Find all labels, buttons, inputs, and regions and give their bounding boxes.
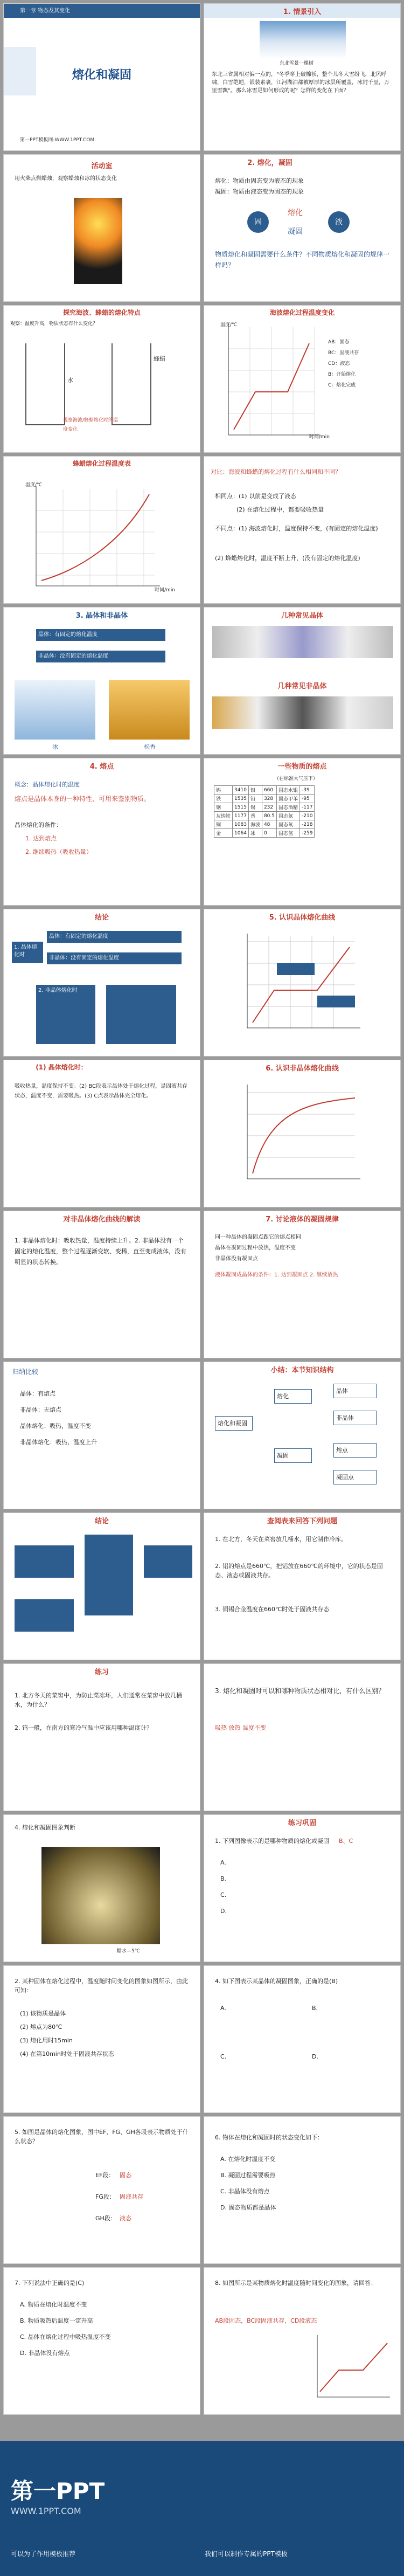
slide-11[interactable] [3,758,200,906]
slide-10[interactable] [204,607,401,755]
slide-text: 用火柴点燃蜡烛，观察蜡烛和冰的状态变化 [15,176,117,182]
x-axis-label: 时间/min [155,588,176,593]
water-label: 水 [67,377,73,384]
slide-1[interactable] [3,3,200,151]
slide-note: 观察：温度升高，物质状态有什么变化？ [10,321,98,327]
slide-32[interactable] [204,2267,401,2415]
slide-heading: 7. 讨论液体的凝固规律 [266,1216,339,1224]
noncrystal-melting-chart [236,1082,366,1190]
question: 8. 如图所示是某物质熔化时温度随时间变化的图象，请回答： [215,2280,377,2287]
segment-gh: GH段： [95,2215,116,2222]
row-4: 非晶体熔化：吸热，温度上升 [20,1439,97,1446]
question-text: 物质熔化和凝固需要什么条件？不同物质熔化和凝固的规律一样吗？ [215,251,390,269]
slide-3[interactable] [3,154,200,302]
question-2: 2. 铝的熔点是660℃，把铝放在660℃的环境中，它的状态是固态、液态或固液共存。 [215,1563,383,1579]
rosin-image [109,680,190,740]
conclusion-3 [106,985,176,1044]
question: 6. 物体在熔化和凝固时的状态变化如下： [215,2134,323,2141]
legend-4: B：开始熔化 [328,372,356,377]
option-1: (1) 该物质是晶体 [20,2010,66,2017]
slide-heading: 3. 晶体和非晶体 [75,612,128,620]
chart-title: 海波熔化过程温度变化 [269,309,335,316]
solid-circle: 固 [247,211,269,233]
question-1: 1. 北方冬天的菜窖中，为防止菜冻坏，人们通常在菜窖中放几桶水，为什么？ [15,1692,182,1708]
slide-20[interactable] [204,1362,401,1509]
option-c: C. [220,2053,227,2060]
slide-18[interactable] [204,1211,401,1358]
slide-heading: 4. 熔化和凝固图象判断 [15,1824,75,1831]
answer: B、C [339,1838,353,1845]
node-melt: 熔化 [274,1389,312,1404]
question: 4. 如下图表示某晶体的凝固图象，正确的是(B) [215,1978,338,1985]
apparatus-left [25,343,65,425]
slide-4[interactable] [204,154,401,302]
wax-label: 蜂蜡 [154,355,165,362]
diff-point-2: 不同点：(1) 海波熔化时，温度保持不变，(有固定的熔化温度) [215,525,378,532]
slide-9[interactable] [3,607,200,755]
slide-30[interactable] [204,2116,401,2264]
melt-definition: 熔化：物质由固态变为液态的现象 [215,177,304,184]
ice-caption: 冰 [52,743,58,750]
characteristic: 熔点是晶体本身的一种特性，可用来鉴别物质。 [15,795,151,803]
diff-point-3: (2) 蜂蜡熔化时，温度不断上升，(没有固定的熔化温度) [215,555,360,562]
intro-text: 东北三省属相对偏一点的，"冬季穿上破棉袄，整个儿冬大雪纷飞，北风呼啸，白雪皑皑，银装素裹，江河湖泊都被厚厚的冰层所覆盖，冰封千里，万里雪飘"。那么冰雪是如何形成的呢？怎样的变化在下面？ [212,72,389,94]
item-3: 非晶体没有凝固点 [215,1256,258,1262]
footer-left-text: 可以为了作用模板推荐 [11,2550,76,2558]
slide-heading: 6. 认识非晶体熔化曲线 [266,1065,339,1073]
slide-heading: 查阅表来回答下列问题 [267,1517,337,1525]
slide-15[interactable] [3,1060,200,1207]
bulb-text: 观察海波/蜂蜡熔化时的温度变化 [63,418,119,432]
option-a: A. [220,2005,226,2012]
legend-3: CD：液态 [328,361,350,367]
slide-heading: 结论 [94,1517,109,1525]
slide-heading: 结论 [94,914,109,922]
slide-27[interactable] [3,1965,200,2113]
slide-5[interactable] [3,305,200,453]
summary-box-2 [85,1535,133,1615]
slide-heading: 1. 情景引入 [283,8,322,16]
option-2: (2) 熔点为80℃ [20,2023,62,2031]
condition-1: 1. 达到熔点 [25,835,57,842]
slide-14[interactable] [204,909,401,1056]
slide-13[interactable] [3,909,200,1056]
crystal-box: 晶体：有固定的熔化温度 [47,931,182,943]
legend-2: BC：固液共存 [328,350,359,356]
slide-heading: 练习巩固 [288,1819,316,1827]
slide-heading: 几种常见晶体 [281,612,323,620]
item-2: 晶体在凝固过程中放热，温度不变 [215,1245,296,1251]
slide-22[interactable] [204,1513,401,1660]
option-d: D. [312,2053,318,2060]
slide-8[interactable] [204,456,401,604]
slide-24[interactable] [204,1663,401,1811]
slide-heading: 归纳比较 [12,1368,39,1376]
row-1: 晶体：有熔点 [20,1390,55,1397]
option-a: A. 物质在熔化时温度不变 [20,2301,87,2308]
option-4: (4) 在第10min时处于固液共存状态 [20,2050,114,2057]
fill-answer: 吸热 放热 温度不变 [215,1724,266,1731]
slide-28[interactable] [204,1965,401,2113]
slide-26[interactable] [204,1814,401,1962]
crystal-melting-chart [236,931,366,1039]
chart-title: 蜂蜡熔化过程温度表 [72,460,131,467]
freeze-definition: 凝固：物质由液态变为固态的现象 [215,188,304,195]
answer: AB段固态，BC段固液共存，CD段液态 [215,2317,317,2324]
node-root: 熔化和凝固 [215,1416,253,1431]
condition-title: 晶体熔化的条件： [15,821,62,828]
footer-right-text: 我们可以制作专属的PPT模板 [205,2550,288,2558]
slide-heading: 对非晶体熔化曲线的解读 [63,1216,141,1224]
option-b: B. [220,1875,227,1882]
row-2: 非晶体：无熔点 [20,1406,61,1413]
answer-gh: 液态 [120,2215,131,2222]
noncrystal-gallery [212,696,393,729]
pot-image [41,1847,160,1944]
wax-curve-chart [15,484,187,597]
noncrystal-box: 非晶体：没有固定的熔化温度 [36,651,165,662]
slide-heading: 活动室 [91,162,113,170]
footer-site[interactable]: WWW.1PPT.COM [11,2506,81,2516]
node-freezing-point: 凝固点 [333,1470,377,1484]
noncrystal-box: 非晶体：没有固定的熔化温度 [47,952,182,964]
summary-box-3 [144,1545,192,1578]
rosin-caption: 松香 [144,743,156,750]
melt-label: 熔化 [288,209,303,217]
ice-image [15,680,95,740]
option-3: (3) 熔化用时15min [20,2037,73,2044]
snow-image [260,21,346,59]
question: 7. 下列说法中正确的是(C) [15,2280,85,2287]
item-4: 液体凝固成晶体的条件：1. 达到凝固点 2. 继续放热 [215,1272,338,1278]
legend-5: C：熔化完成 [328,383,356,388]
slide-7[interactable] [3,456,200,604]
slide-heading: 对比：海波和蜂蜡的熔化过程有什么相同和不同？ [211,468,341,475]
node-crystal: 晶体 [333,1384,377,1398]
concept: 概念：晶体熔化时的温度 [15,781,80,788]
condition-2: 2. 继续吸热（吸收热量） [25,848,92,855]
item-1: 同一种晶体的凝固点跟它的熔点相同 [215,1234,301,1240]
chapter-label: 第一章 物态及其变化 [20,8,71,14]
option-c: C. 晶体在熔化过程中吸热温度不变 [20,2333,111,2340]
option-b: B. 物质吸热后温度一定升高 [20,2317,93,2324]
conclusion-2: 2. 非晶体熔化时 [36,985,95,1044]
option-a: A. 在熔化时温度不变 [220,2156,276,2163]
question: 2. 某种固体在熔化过程中，温度随时间变化的图象如图所示，由此可知： [15,1978,188,1994]
slide-heading-2: 几种常见非晶体 [277,682,327,690]
question-1: 1. 在北方，冬天在菜窖放几桶水，用它制作冷库。 [215,1536,347,1543]
conclusion-1: 1. 晶体熔化时 [12,942,43,963]
node-melting-point: 熔点 [333,1443,377,1458]
summary-box-4 [15,1599,74,1632]
slide-2[interactable] [204,3,401,151]
melting-point-table: 钨 3410 铝 660 固态水银 -39 铁 1535 铅 328 固态甲苯 -95 钢 1515 锡 232 固态酒精 -117 灰铸铁 1177 萘 80.5 固态氮 -210 铜 1083 海波 48 固态氧 -218 金 1064 冰 0 固态氢 -259 [214,785,315,838]
same-point: 相同点：(1) 以前是变成了液态 [215,493,297,500]
answer-ef: 固态 [120,2172,131,2179]
option-b: B. [312,2005,318,2012]
segment-fg: FG段： [95,2193,115,2200]
option-d: D. 固态物质都是晶体 [220,2204,276,2211]
slide-heading: 探究海波、蜂蜡的熔化特点 [62,309,141,316]
crystal-gallery [212,626,393,658]
slide-19[interactable] [3,1362,200,1509]
slide-17[interactable] [3,1211,200,1358]
segment-ef: EF段： [95,2172,115,2179]
slide-title: 熔化和凝固 [72,68,131,82]
question: 3. 熔化和凝固时可以和哪种物质状态相对比，有什么区别？ [215,1687,385,1695]
apparatus-right [112,343,151,425]
slide-heading: 小结：本节知识结构 [270,1366,334,1375]
crystal-box: 晶体：有固定的熔化温度 [36,629,165,641]
slide-heading: 一些物质的熔点 [277,763,327,771]
x-axis-label: 时间/min [309,434,330,440]
option-d: D. [220,1908,227,1915]
option-d: D. 非晶体没有熔点 [20,2350,70,2357]
option-a: A. [220,1859,226,1866]
slide-29[interactable] [3,2116,200,2264]
slide-6[interactable] [204,305,401,453]
legend-1: AB：固态 [328,340,350,345]
question-3: 3. 铜锡合金温度在660℃时处于固液共存态 [215,1606,330,1613]
footer-logo: 第一PPT [11,2478,105,2504]
row-3: 晶体熔化：吸热，温度不变 [20,1422,91,1429]
slide-16[interactable] [204,1060,401,1207]
slide-heading: 2. 熔化，凝固 [247,159,292,167]
melting-curve-chart [212,322,395,448]
freeze-label: 凝固 [288,227,303,236]
slide-heading: (1) 晶体熔化时： [36,1063,87,1071]
option-c: C. 非晶体没有熔点 [220,2188,270,2195]
node-noncrystal: 非晶体 [333,1411,377,1425]
slide-25[interactable] [3,1814,200,1962]
diff-point-1: (2) 在熔化过程中，都要吸收热量 [236,506,324,513]
slide-heading: 4. 熔点 [89,763,114,771]
question-chart [312,2332,393,2402]
liquid-circle: 液 [328,211,350,233]
slide-12[interactable] [204,758,401,906]
question: 1. 下列图像表示的是哪种物质的熔化或凝固 [215,1838,329,1845]
option-c: C. [220,1891,227,1898]
question-2: 2. 钨一般，在南方的寒冷气温中应该用哪种温度计？ [15,1724,152,1731]
image-caption: 东北雪景一棵树 [280,61,314,66]
slide-31[interactable] [3,2267,200,2415]
slide-body: 1. 非晶体熔化时：吸收热量，温度持续上升。2. 非晶体没有一个固定的熔化温度，整个过程逐渐变软、变稀，直至变成液体，没有明显的状态转换。 [15,1237,186,1266]
slide-23[interactable] [3,1663,200,1811]
y-axis-label: 温度/℃ [220,322,238,328]
candle-image [74,198,122,284]
site-label: 第一PPT模板网-WWW.1PPT.COM [20,137,95,143]
y-axis-label: 温度/℃ [25,482,43,488]
footer-banner [0,2441,404,2576]
question: 5. 如图是晶体的熔化图象，图中EF、FG、GH各段表示物质处于什么状态？ [15,2129,189,2145]
decorative-shape [4,47,36,95]
slide-heading: 5. 认识晶体熔化曲线 [269,914,336,922]
summary-box-1 [15,1545,74,1578]
image-caption: 糖水—5℃ [117,1949,140,1954]
node-freeze: 凝固 [274,1448,312,1463]
answer-fg: 固液共存 [120,2193,143,2200]
slide-body: 吸收热量，温度保持不变。(2) BC段表示晶体处于熔化过程，是固液共存状态，温度不变，需要吸热。(3) C点表示晶体完全熔化。 [15,1083,188,1099]
slide-heading: 练习 [94,1668,109,1676]
table-note: （在标准大气压下） [274,776,318,782]
slide-21[interactable] [3,1513,200,1660]
option-b: B. 凝固过程需要吸热 [220,2172,276,2179]
